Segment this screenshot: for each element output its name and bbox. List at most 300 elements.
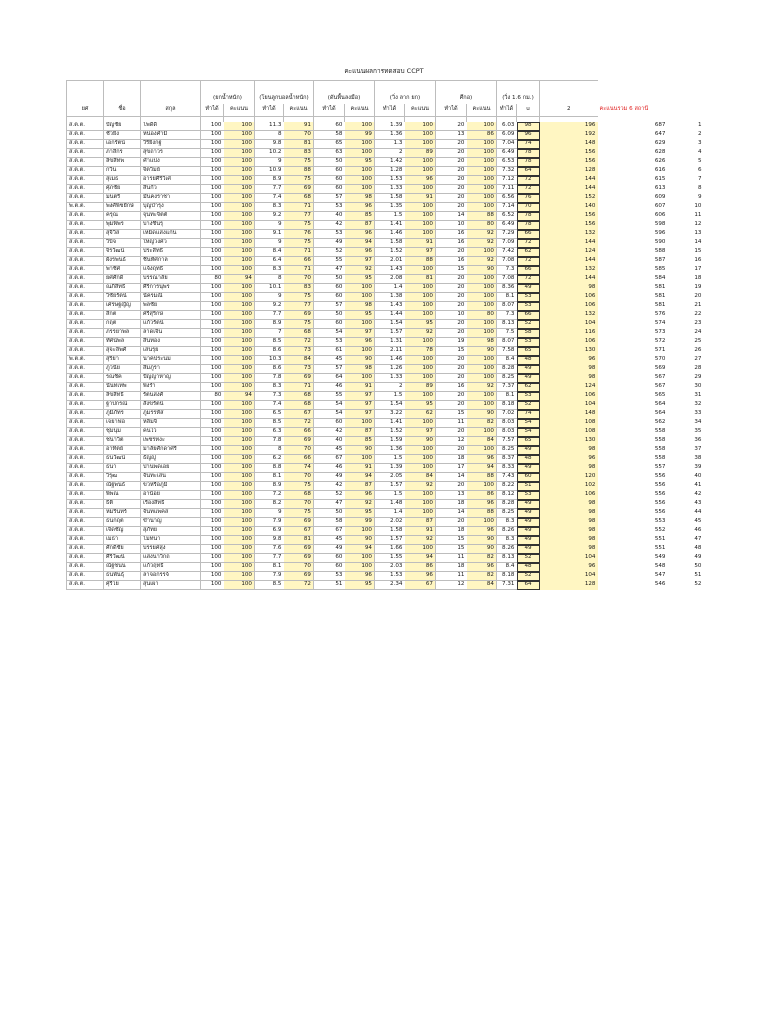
table-row	[67, 392, 704, 401]
name-cell: พิพณ	[104, 491, 141, 500]
e3-did-cell: 49	[314, 545, 345, 554]
e6-score-cell: 49	[517, 374, 540, 383]
e1-did-cell: 100	[201, 482, 224, 491]
e3-did-cell: 46	[314, 464, 345, 473]
e6-double-cell: 102	[540, 482, 598, 491]
e6-double-cell: 156	[540, 221, 598, 230]
e1-score-cell: 100	[224, 545, 255, 554]
name-cell: ภาสิกร	[104, 149, 141, 158]
e5-score-cell: 100	[467, 356, 497, 365]
place-cell: 18	[694, 275, 702, 282]
table-body	[67, 117, 704, 590]
name-cell: กวิน	[104, 167, 141, 176]
e6-did-cell: 8.25	[497, 509, 517, 518]
e1-score-cell: 100	[224, 311, 255, 320]
e1-did-cell: 100	[201, 518, 224, 527]
e4-did-cell: 1.4	[375, 509, 405, 518]
e6-score-cell: 76	[517, 194, 540, 203]
e5-score-cell: 82	[467, 419, 497, 428]
e6-double-cell: 116	[540, 329, 598, 338]
e1-score-cell: 100	[224, 284, 255, 293]
e1-score-cell: 100	[224, 185, 255, 194]
e5-did-cell: 16	[436, 383, 467, 392]
e3-score-cell: 91	[345, 383, 375, 392]
total-cell: 581	[654, 293, 666, 300]
e3-score-cell: 94	[345, 239, 375, 248]
e2-did-cell: 7.4	[255, 401, 284, 410]
e3-score-cell: 99	[345, 131, 375, 140]
e6-score-cell: 65	[517, 347, 540, 356]
e2-score-cell: 81	[284, 536, 314, 545]
e5-did-cell: 20	[436, 401, 467, 410]
e3-did-cell: 58	[314, 131, 345, 140]
e5-did-cell: 13	[436, 131, 467, 140]
e6-double-cell: 144	[540, 239, 598, 248]
e5-score-cell: 100	[467, 275, 497, 284]
e1-did-cell: 100	[201, 500, 224, 509]
e5-did-cell: 12	[436, 581, 467, 590]
e5-did-cell: 20	[436, 203, 467, 212]
e1-score-cell: 100	[224, 383, 255, 392]
e4-did-cell: 2.34	[375, 581, 405, 590]
event-header-5: ศึกอ)	[436, 93, 497, 104]
e1-did-cell: 100	[201, 158, 224, 167]
e4-score-cell: 92	[405, 482, 436, 491]
e4-did-cell: 1.39	[375, 464, 405, 473]
surname-cell: โมทนา	[141, 536, 201, 545]
e6-did-cell: 7.08	[497, 257, 517, 266]
e1-did-cell: 100	[201, 527, 224, 536]
e5-score-cell: 80	[467, 221, 497, 230]
e6-double-cell: 96	[540, 563, 598, 572]
e6-did-cell: 8.4	[497, 356, 517, 365]
e1-did-cell: 100	[201, 284, 224, 293]
total-cell: 687	[654, 122, 666, 129]
total-cell: 557	[654, 464, 666, 471]
name-cell: นันทเทพ	[104, 383, 141, 392]
e2-did-cell: 8.6	[255, 365, 284, 374]
e6-score-cell: 49	[517, 500, 540, 509]
e5-score-cell: 94	[467, 464, 497, 473]
e2-did-cell: 6.4	[255, 257, 284, 266]
e6-score-cell: 53	[517, 293, 540, 302]
e4-score-cell: 100	[405, 356, 436, 365]
rank-cell: ส.ต.ต.	[67, 275, 104, 284]
rank-cell: ส.ต.ต.	[67, 239, 104, 248]
place-cell: 20	[694, 293, 702, 300]
total-cell: 558	[654, 446, 666, 453]
e2-did-cell: 9.2	[255, 212, 284, 221]
e1-did-cell: 100	[201, 581, 224, 590]
e5-score-cell: 100	[467, 374, 497, 383]
e6-double-cell: 152	[540, 194, 598, 203]
e5-score-cell: 100	[467, 167, 497, 176]
e1-did-cell: 100	[201, 140, 224, 149]
e6-did-cell: 8.03	[497, 428, 517, 437]
e6-double-cell: 128	[540, 581, 598, 590]
e1-did-cell: 100	[201, 167, 224, 176]
e6-score-cell: 52	[517, 320, 540, 329]
col-e3-score: คะแนน	[345, 104, 375, 117]
e5-score-cell: 90	[467, 410, 497, 419]
e4-did-cell: 1.41	[375, 419, 405, 428]
e6-score-cell: 48	[517, 356, 540, 365]
place-cell: 15	[694, 248, 702, 255]
e6-score-cell: 49	[517, 527, 540, 536]
e4-score-cell: 89	[405, 383, 436, 392]
e5-score-cell: 100	[467, 428, 497, 437]
surname-cell: แก้วรัตน์	[141, 320, 201, 329]
e6-did-cell: 8.25	[497, 374, 517, 383]
place-cell: 37	[694, 446, 702, 453]
place-cell: 28	[694, 365, 702, 372]
place-cell: 52	[694, 581, 702, 588]
total-cell: 549	[654, 554, 666, 561]
e2-did-cell: 8.3	[255, 383, 284, 392]
e6-score-cell: 62	[517, 248, 540, 257]
e6-score-cell: 66	[517, 311, 540, 320]
e2-score-cell: 70	[284, 275, 314, 284]
e6-score-cell: 49	[517, 536, 540, 545]
e5-score-cell: 92	[467, 257, 497, 266]
e3-score-cell: 100	[345, 284, 375, 293]
table-row	[67, 464, 704, 473]
e3-score-cell: 98	[345, 365, 375, 374]
e4-did-cell: 2	[375, 149, 405, 158]
place-cell: 16	[694, 257, 702, 264]
e5-did-cell: 20	[436, 365, 467, 374]
e3-did-cell: 60	[314, 320, 345, 329]
e2-did-cell: 9	[255, 293, 284, 302]
e4-did-cell: 1.42	[375, 158, 405, 167]
e6-score-cell: 74	[517, 140, 540, 149]
name-cell: ชัวยิง	[104, 131, 141, 140]
e6-score-cell: 65	[517, 437, 540, 446]
e6-double-cell: 130	[540, 347, 598, 356]
e4-score-cell: 78	[405, 347, 436, 356]
e3-score-cell: 97	[345, 410, 375, 419]
rank-cell: ส.ต.ต.	[67, 230, 104, 239]
e3-score-cell: 100	[345, 167, 375, 176]
e3-score-cell: 97	[345, 401, 375, 410]
e6-double-cell: 144	[540, 185, 598, 194]
place-cell: 11	[694, 212, 702, 219]
e1-score-cell: 100	[224, 563, 255, 572]
surname-cell: ประสิทธิ์	[141, 248, 201, 257]
total-cell: 573	[654, 329, 666, 336]
name-cell: ศิริวัฒน์	[104, 554, 141, 563]
e1-score-cell: 100	[224, 212, 255, 221]
event-header-1: (ยกน้ำหนัก)	[201, 93, 255, 104]
place-cell: 23	[694, 320, 702, 327]
e1-score-cell: 100	[224, 500, 255, 509]
col-e1-score: คะแนน	[224, 104, 255, 117]
e4-score-cell: 81	[405, 275, 436, 284]
rank-cell: ส.ต.ต.	[67, 221, 104, 230]
e5-score-cell: 90	[467, 536, 497, 545]
e2-score-cell: 75	[284, 176, 314, 185]
place-cell: 25	[694, 338, 702, 345]
e6-did-cell: 7.3	[497, 311, 517, 320]
surname-cell: โพดีดี	[141, 122, 201, 131]
place-cell: 35	[694, 428, 702, 435]
e2-score-cell: 67	[284, 527, 314, 536]
table-row	[67, 284, 704, 293]
e3-did-cell: 52	[314, 491, 345, 500]
e5-score-cell: 100	[467, 482, 497, 491]
e6-score-cell: 62	[517, 383, 540, 392]
e4-score-cell: 100	[405, 545, 436, 554]
e3-score-cell: 90	[345, 446, 375, 455]
e3-did-cell: 50	[314, 275, 345, 284]
e2-did-cell: 8.3	[255, 266, 284, 275]
name-cell: ภรรยาพล	[104, 329, 141, 338]
e6-score-cell: 53	[517, 302, 540, 311]
e3-score-cell: 98	[345, 302, 375, 311]
rank-cell: ส.ต.ต.	[67, 158, 104, 167]
col-e5-score: คะแนน	[467, 104, 497, 117]
table-row	[67, 122, 704, 131]
e6-did-cell: 8.03	[497, 419, 517, 428]
e3-score-cell: 95	[345, 311, 375, 320]
e5-score-cell: 88	[467, 473, 497, 482]
table-row	[67, 338, 704, 347]
place-cell: 51	[694, 572, 702, 579]
e3-score-cell: 87	[345, 428, 375, 437]
e1-score-cell: 100	[224, 347, 255, 356]
rank-cell: ส.ต.ต.	[67, 248, 104, 257]
e5-did-cell: 18	[436, 500, 467, 509]
e3-did-cell: 54	[314, 329, 345, 338]
e2-score-cell: 88	[284, 167, 314, 176]
rank-cell: ส.ต.ต.	[67, 509, 104, 518]
place-cell: 6	[697, 167, 702, 174]
e4-score-cell: 100	[405, 203, 436, 212]
place-cell: 34	[694, 419, 702, 426]
rank-cell: ส.ต.ต.	[67, 311, 104, 320]
total-cell: 548	[654, 563, 666, 570]
e1-score-cell: 100	[224, 131, 255, 140]
e5-did-cell: 20	[436, 275, 467, 284]
total-cell: 576	[654, 311, 666, 318]
name-cell: เศรษฐญัญ	[104, 302, 141, 311]
e1-did-cell: 100	[201, 536, 224, 545]
table-row	[67, 221, 704, 230]
e1-score-cell: 100	[224, 338, 255, 347]
table-row	[67, 203, 704, 212]
table-row	[67, 185, 704, 194]
e4-did-cell: 1.52	[375, 248, 405, 257]
e5-did-cell: 20	[436, 374, 467, 383]
e4-score-cell: 67	[405, 581, 436, 590]
place-cell: 17	[694, 266, 702, 273]
e4-did-cell: 1.4	[375, 284, 405, 293]
e6-double-cell: 106	[540, 302, 598, 311]
e6-did-cell: 8.28	[497, 500, 517, 509]
col-e6-double: 2	[540, 104, 598, 117]
surname-cell: นัครมณี	[141, 293, 201, 302]
e3-score-cell: 96	[345, 230, 375, 239]
table-row	[67, 167, 704, 176]
table-row	[67, 437, 704, 446]
e4-did-cell: 1.41	[375, 221, 405, 230]
e5-did-cell: 15	[436, 410, 467, 419]
table-row	[67, 158, 704, 167]
surname-cell: จิตวิมย์	[141, 167, 201, 176]
e4-did-cell: 1.55	[375, 554, 405, 563]
e6-score-cell: 72	[517, 239, 540, 248]
place-cell: 36	[694, 437, 702, 444]
e4-did-cell: 1.5	[375, 455, 405, 464]
e4-score-cell: 100	[405, 293, 436, 302]
e6-did-cell: 6.56	[497, 194, 517, 203]
e5-did-cell: 20	[436, 122, 467, 131]
rank-cell: ส.ต.ต.	[67, 464, 104, 473]
e6-double-cell: 156	[540, 158, 598, 167]
e2-score-cell: 72	[284, 419, 314, 428]
name-cell: ครุณ	[104, 212, 141, 221]
e3-did-cell: 60	[314, 185, 345, 194]
e4-score-cell: 100	[405, 491, 436, 500]
e6-did-cell: 7.12	[497, 176, 517, 185]
place-cell: 42	[694, 491, 702, 498]
name-cell: ยศศักดิ์	[104, 275, 141, 284]
e2-did-cell: 9	[255, 509, 284, 518]
e5-score-cell: 100	[467, 320, 497, 329]
total-cell: 574	[654, 320, 666, 327]
e2-did-cell: 6.2	[255, 455, 284, 464]
e6-double-cell: 98	[540, 536, 598, 545]
document-title: คะแนนผลการทดสอบ CCPT	[344, 67, 424, 75]
e2-score-cell: 81	[284, 140, 314, 149]
e3-score-cell: 100	[345, 527, 375, 536]
e6-double-cell: 104	[540, 554, 598, 563]
e6-double-cell: 98	[540, 500, 598, 509]
surname-cell: หน่องคำมี	[141, 131, 201, 140]
e6-did-cell: 7.42	[497, 248, 517, 257]
e1-did-cell: 100	[201, 149, 224, 158]
e6-did-cell: 8.1	[497, 392, 517, 401]
e6-double-cell: 106	[540, 293, 598, 302]
rank-cell: ส.ต.ต.	[67, 329, 104, 338]
e4-did-cell: 1.36	[375, 446, 405, 455]
place-cell: 27	[694, 356, 702, 363]
table-row	[67, 149, 704, 158]
e1-did-cell: 100	[201, 212, 224, 221]
e3-score-cell: 97	[345, 392, 375, 401]
event-header-2: (โยนลูกบอลน้ำหนัก)	[255, 93, 314, 104]
e5-score-cell: 100	[467, 122, 497, 131]
e1-score-cell: 100	[224, 230, 255, 239]
e2-score-cell: 69	[284, 518, 314, 527]
e4-did-cell: 2.01	[375, 257, 405, 266]
col-e4-did: ทำได้	[375, 104, 405, 117]
e6-did-cell: 6.49	[497, 149, 517, 158]
e2-score-cell: 75	[284, 320, 314, 329]
rank-cell: ส.ต.ต.	[67, 149, 104, 158]
e6-double-cell: 108	[540, 428, 598, 437]
surname-cell: สุนเผา	[141, 581, 201, 590]
name-cell: ธนวัฒน์	[104, 455, 141, 464]
e6-double-cell: 130	[540, 437, 598, 446]
e5-did-cell: 15	[436, 266, 467, 275]
e2-did-cell: 8.9	[255, 320, 284, 329]
e6-score-cell: 72	[517, 185, 540, 194]
e6-score-cell: 98	[517, 122, 540, 131]
name-cell: ชนาวิต	[104, 437, 141, 446]
e4-did-cell: 1.38	[375, 293, 405, 302]
e4-did-cell: 1.46	[375, 356, 405, 365]
e4-score-cell: 94	[405, 554, 436, 563]
total-cell: 564	[654, 410, 666, 417]
table-row	[67, 428, 704, 437]
e6-double-cell: 108	[540, 419, 598, 428]
e5-did-cell: 20	[436, 140, 467, 149]
e1-score-cell: 100	[224, 221, 255, 230]
e2-did-cell: 8.5	[255, 338, 284, 347]
e6-did-cell: 7.32	[497, 167, 517, 176]
e1-score-cell: 100	[224, 302, 255, 311]
e2-did-cell: 8.9	[255, 482, 284, 491]
e5-score-cell: 100	[467, 392, 497, 401]
e4-score-cell: 100	[405, 158, 436, 167]
e6-double-cell: 140	[540, 203, 598, 212]
place-cell: 33	[694, 410, 702, 417]
e4-score-cell: 100	[405, 374, 436, 383]
e4-did-cell: 1.58	[375, 194, 405, 203]
place-cell: 5	[697, 158, 702, 165]
e1-did-cell: 100	[201, 473, 224, 482]
e1-score-cell: 100	[224, 401, 255, 410]
e4-did-cell: 2	[375, 383, 405, 392]
place-cell: 22	[694, 311, 702, 318]
e2-did-cell: 6.9	[255, 527, 284, 536]
rank-cell: ส.ต.ต.	[67, 176, 104, 185]
e6-score-cell: 53	[517, 338, 540, 347]
e1-did-cell: 100	[201, 545, 224, 554]
e2-score-cell: 70	[284, 500, 314, 509]
e4-score-cell: 96	[405, 572, 436, 581]
surname-cell: สิมภูรา	[141, 365, 201, 374]
e5-score-cell: 96	[467, 500, 497, 509]
total-cell: 606	[654, 212, 666, 219]
place-cell: 14	[694, 239, 702, 246]
e3-did-cell: 64	[314, 374, 345, 383]
e6-did-cell: 8.36	[497, 284, 517, 293]
surname-cell: จุนทะจิตต์	[141, 212, 201, 221]
e4-did-cell: 1.52	[375, 428, 405, 437]
surname-cell: มาลัยศักดาศรี	[141, 446, 201, 455]
e5-did-cell: 20	[436, 356, 467, 365]
e1-did-cell: 100	[201, 455, 224, 464]
table-row	[67, 581, 704, 590]
e3-did-cell: 51	[314, 581, 345, 590]
e1-score-cell: 100	[224, 203, 255, 212]
e1-did-cell: 100	[201, 437, 224, 446]
e6-score-cell: 54	[517, 428, 540, 437]
e3-did-cell: 63	[314, 149, 345, 158]
e3-score-cell: 100	[345, 320, 375, 329]
e3-score-cell: 95	[345, 158, 375, 167]
place-cell: 12	[694, 221, 702, 228]
e1-score-cell: 100	[224, 239, 255, 248]
e6-did-cell: 7.5	[497, 329, 517, 338]
e4-score-cell: 91	[405, 194, 436, 203]
e3-did-cell: 40	[314, 437, 345, 446]
e3-did-cell: 60	[314, 554, 345, 563]
rank-cell: ส.ต.ต.	[67, 401, 104, 410]
e1-did-cell: 100	[201, 311, 224, 320]
